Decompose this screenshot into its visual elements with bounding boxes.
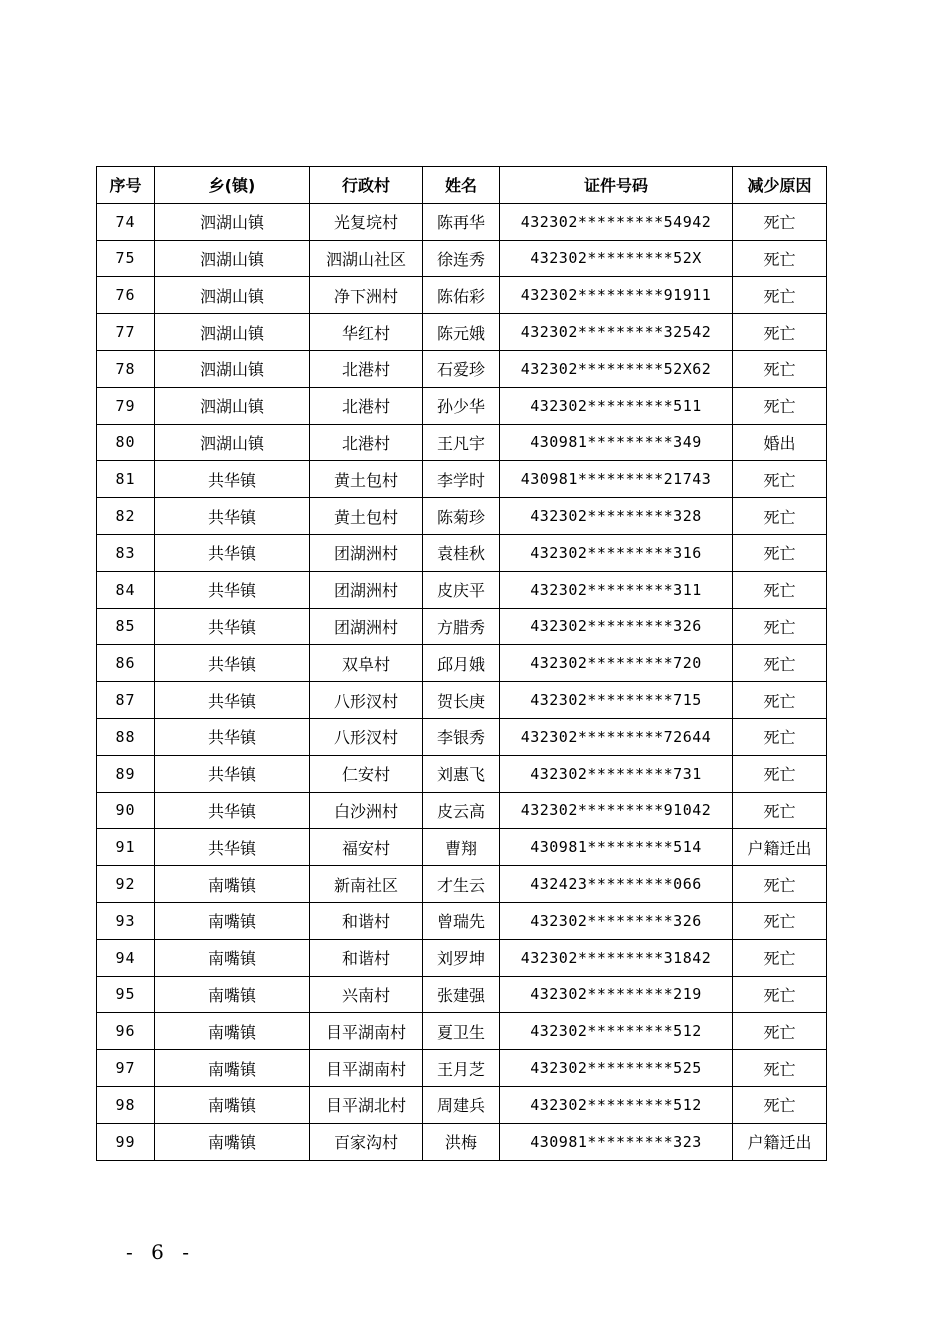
cell-id-number: 432302*********52X62 xyxy=(500,350,733,387)
cell-seq: 85 xyxy=(97,608,155,645)
cell-township: 泗湖山镇 xyxy=(155,314,310,351)
table-row xyxy=(97,277,827,314)
cell-name: 夏卫生 xyxy=(423,1013,500,1050)
header-reason: 减少原因 xyxy=(733,167,827,204)
cell-reason: 死亡 xyxy=(733,1050,827,1087)
cell-township: 泗湖山镇 xyxy=(155,240,310,277)
cell-seq: 92 xyxy=(97,866,155,903)
cell-id-number: 432302*********32542 xyxy=(500,314,733,351)
table-row xyxy=(97,461,827,498)
cell-reason: 死亡 xyxy=(733,718,827,755)
cell-name: 陈佑彩 xyxy=(423,277,500,314)
cell-seq: 77 xyxy=(97,314,155,351)
cell-reason: 户籍迁出 xyxy=(733,1123,827,1160)
table-body xyxy=(97,203,827,1160)
cell-seq: 86 xyxy=(97,645,155,682)
cell-village: 目平湖南村 xyxy=(310,1050,423,1087)
cell-seq: 81 xyxy=(97,461,155,498)
table-row xyxy=(97,645,827,682)
cell-village: 福安村 xyxy=(310,829,423,866)
cell-reason: 死亡 xyxy=(733,792,827,829)
cell-reason: 死亡 xyxy=(733,866,827,903)
cell-township: 共华镇 xyxy=(155,755,310,792)
cell-name: 刘惠飞 xyxy=(423,755,500,792)
table-row xyxy=(97,571,827,608)
cell-village: 北港村 xyxy=(310,387,423,424)
cell-id-number: 432302*********52X xyxy=(500,240,733,277)
header-village: 行政村 xyxy=(310,167,423,204)
cell-id-number: 432302*********731 xyxy=(500,755,733,792)
cell-id-number: 432302*********715 xyxy=(500,682,733,719)
cell-name: 曹翔 xyxy=(423,829,500,866)
cell-village: 百家沟村 xyxy=(310,1123,423,1160)
cell-reason: 死亡 xyxy=(733,498,827,535)
cell-name: 皮云高 xyxy=(423,792,500,829)
cell-village: 八形汊村 xyxy=(310,682,423,719)
cell-id-number: 432302*********72644 xyxy=(500,718,733,755)
cell-name: 贺长庚 xyxy=(423,682,500,719)
cell-township: 南嘴镇 xyxy=(155,1123,310,1160)
cell-name: 石爱珍 xyxy=(423,350,500,387)
table-row xyxy=(97,755,827,792)
cell-id-number: 432302*********219 xyxy=(500,976,733,1013)
cell-reason: 死亡 xyxy=(733,755,827,792)
cell-reason: 死亡 xyxy=(733,1086,827,1123)
cell-township: 共华镇 xyxy=(155,498,310,535)
cell-village: 北港村 xyxy=(310,350,423,387)
cell-township: 共华镇 xyxy=(155,829,310,866)
table-header-row xyxy=(97,167,827,204)
cell-name: 陈元娥 xyxy=(423,314,500,351)
cell-name: 王凡宇 xyxy=(423,424,500,461)
cell-reason: 死亡 xyxy=(733,350,827,387)
cell-seq: 80 xyxy=(97,424,155,461)
cell-name: 张建强 xyxy=(423,976,500,1013)
cell-name: 邱月娥 xyxy=(423,645,500,682)
cell-id-number: 432302*********328 xyxy=(500,498,733,535)
cell-village: 兴南村 xyxy=(310,976,423,1013)
cell-name: 才生云 xyxy=(423,866,500,903)
cell-reason: 死亡 xyxy=(733,976,827,1013)
table-row xyxy=(97,240,827,277)
cell-reason: 死亡 xyxy=(733,571,827,608)
cell-village: 团湖洲村 xyxy=(310,608,423,645)
cell-id-number: 430981*********349 xyxy=(500,424,733,461)
table-row xyxy=(97,1050,827,1087)
cell-township: 泗湖山镇 xyxy=(155,350,310,387)
cell-reason: 死亡 xyxy=(733,277,827,314)
table-row xyxy=(97,829,827,866)
cell-village: 双阜村 xyxy=(310,645,423,682)
cell-township: 泗湖山镇 xyxy=(155,387,310,424)
table-row xyxy=(97,424,827,461)
cell-reason: 死亡 xyxy=(733,314,827,351)
table-row xyxy=(97,682,827,719)
cell-village: 净下洲村 xyxy=(310,277,423,314)
cell-id-number: 432302*********54942 xyxy=(500,203,733,240)
cell-name: 王月芝 xyxy=(423,1050,500,1087)
header-id-number: 证件号码 xyxy=(500,167,733,204)
cell-reason: 死亡 xyxy=(733,939,827,976)
cell-township: 共华镇 xyxy=(155,645,310,682)
cell-township: 泗湖山镇 xyxy=(155,277,310,314)
table-row xyxy=(97,1013,827,1050)
table-row xyxy=(97,718,827,755)
cell-seq: 99 xyxy=(97,1123,155,1160)
cell-reason: 死亡 xyxy=(733,1013,827,1050)
table-row xyxy=(97,534,827,571)
cell-name: 李银秀 xyxy=(423,718,500,755)
cell-township: 南嘴镇 xyxy=(155,976,310,1013)
cell-seq: 79 xyxy=(97,387,155,424)
header-township: 乡(镇) xyxy=(155,167,310,204)
cell-village: 团湖洲村 xyxy=(310,571,423,608)
cell-seq: 97 xyxy=(97,1050,155,1087)
cell-name: 李学时 xyxy=(423,461,500,498)
cell-township: 南嘴镇 xyxy=(155,902,310,939)
cell-name: 孙少华 xyxy=(423,387,500,424)
table-row xyxy=(97,314,827,351)
table-row xyxy=(97,866,827,903)
table-row xyxy=(97,792,827,829)
table-row xyxy=(97,498,827,535)
cell-village: 黄土包村 xyxy=(310,498,423,535)
cell-village: 黄土包村 xyxy=(310,461,423,498)
cell-seq: 83 xyxy=(97,534,155,571)
cell-township: 共华镇 xyxy=(155,534,310,571)
cell-seq: 82 xyxy=(97,498,155,535)
cell-id-number: 432302*********525 xyxy=(500,1050,733,1087)
cell-reason: 死亡 xyxy=(733,608,827,645)
cell-village: 泗湖山社区 xyxy=(310,240,423,277)
cell-id-number: 432302*********316 xyxy=(500,534,733,571)
cell-name: 皮庆平 xyxy=(423,571,500,608)
cell-village: 新南社区 xyxy=(310,866,423,903)
cell-township: 共华镇 xyxy=(155,461,310,498)
cell-township: 泗湖山镇 xyxy=(155,203,310,240)
table-row xyxy=(97,939,827,976)
cell-name: 徐连秀 xyxy=(423,240,500,277)
cell-id-number: 432423*********066 xyxy=(500,866,733,903)
cell-name: 刘罗坤 xyxy=(423,939,500,976)
cell-reason: 死亡 xyxy=(733,645,827,682)
cell-reason: 婚出 xyxy=(733,424,827,461)
cell-seq: 96 xyxy=(97,1013,155,1050)
cell-township: 共华镇 xyxy=(155,571,310,608)
cell-reason: 死亡 xyxy=(733,461,827,498)
table-row xyxy=(97,350,827,387)
cell-name: 周建兵 xyxy=(423,1086,500,1123)
cell-seq: 87 xyxy=(97,682,155,719)
cell-reason: 死亡 xyxy=(733,203,827,240)
cell-seq: 95 xyxy=(97,976,155,1013)
cell-id-number: 430981*********21743 xyxy=(500,461,733,498)
cell-id-number: 432302*********512 xyxy=(500,1013,733,1050)
cell-reason: 户籍迁出 xyxy=(733,829,827,866)
cell-reason: 死亡 xyxy=(733,387,827,424)
cell-reason: 死亡 xyxy=(733,682,827,719)
cell-seq: 88 xyxy=(97,718,155,755)
cell-id-number: 432302*********720 xyxy=(500,645,733,682)
cell-village: 目平湖南村 xyxy=(310,1013,423,1050)
cell-village: 和谐村 xyxy=(310,902,423,939)
cell-township: 南嘴镇 xyxy=(155,1086,310,1123)
cell-township: 南嘴镇 xyxy=(155,939,310,976)
cell-reason: 死亡 xyxy=(733,240,827,277)
cell-village: 团湖洲村 xyxy=(310,534,423,571)
cell-name: 陈菊珍 xyxy=(423,498,500,535)
cell-village: 八形汊村 xyxy=(310,718,423,755)
cell-id-number: 432302*********91042 xyxy=(500,792,733,829)
cell-township: 共华镇 xyxy=(155,718,310,755)
cell-township: 南嘴镇 xyxy=(155,1013,310,1050)
cell-township: 南嘴镇 xyxy=(155,866,310,903)
table-row xyxy=(97,1123,827,1160)
cell-name: 袁桂秋 xyxy=(423,534,500,571)
reduction-list-table xyxy=(96,166,827,1161)
cell-seq: 93 xyxy=(97,902,155,939)
cell-village: 目平湖北村 xyxy=(310,1086,423,1123)
cell-township: 共华镇 xyxy=(155,792,310,829)
cell-village: 和谐村 xyxy=(310,939,423,976)
cell-id-number: 432302*********511 xyxy=(500,387,733,424)
cell-seq: 90 xyxy=(97,792,155,829)
table-row xyxy=(97,387,827,424)
cell-village: 白沙洲村 xyxy=(310,792,423,829)
cell-seq: 84 xyxy=(97,571,155,608)
table-row xyxy=(97,608,827,645)
cell-township: 南嘴镇 xyxy=(155,1050,310,1087)
cell-village: 北港村 xyxy=(310,424,423,461)
header-name: 姓名 xyxy=(423,167,500,204)
cell-id-number: 432302*********311 xyxy=(500,571,733,608)
cell-name: 洪梅 xyxy=(423,1123,500,1160)
header-seq: 序号 xyxy=(97,167,155,204)
cell-seq: 98 xyxy=(97,1086,155,1123)
table-row xyxy=(97,902,827,939)
cell-seq: 74 xyxy=(97,203,155,240)
cell-village: 仁安村 xyxy=(310,755,423,792)
cell-township: 泗湖山镇 xyxy=(155,424,310,461)
table-row xyxy=(97,203,827,240)
cell-id-number: 432302*********31842 xyxy=(500,939,733,976)
cell-id-number: 432302*********512 xyxy=(500,1086,733,1123)
cell-id-number: 432302*********91911 xyxy=(500,277,733,314)
page-number: - 6 - xyxy=(126,1240,195,1264)
cell-township: 共华镇 xyxy=(155,608,310,645)
cell-seq: 91 xyxy=(97,829,155,866)
table-row xyxy=(97,976,827,1013)
cell-village: 华红村 xyxy=(310,314,423,351)
cell-name: 陈再华 xyxy=(423,203,500,240)
table-row xyxy=(97,1086,827,1123)
cell-village: 光复垸村 xyxy=(310,203,423,240)
cell-reason: 死亡 xyxy=(733,534,827,571)
cell-id-number: 430981*********514 xyxy=(500,829,733,866)
cell-name: 方腊秀 xyxy=(423,608,500,645)
cell-id-number: 430981*********323 xyxy=(500,1123,733,1160)
cell-reason: 死亡 xyxy=(733,902,827,939)
cell-seq: 76 xyxy=(97,277,155,314)
cell-seq: 75 xyxy=(97,240,155,277)
cell-name: 曾瑞先 xyxy=(423,902,500,939)
cell-seq: 89 xyxy=(97,755,155,792)
cell-seq: 94 xyxy=(97,939,155,976)
cell-seq: 78 xyxy=(97,350,155,387)
cell-township: 共华镇 xyxy=(155,682,310,719)
cell-id-number: 432302*********326 xyxy=(500,902,733,939)
cell-id-number: 432302*********326 xyxy=(500,608,733,645)
